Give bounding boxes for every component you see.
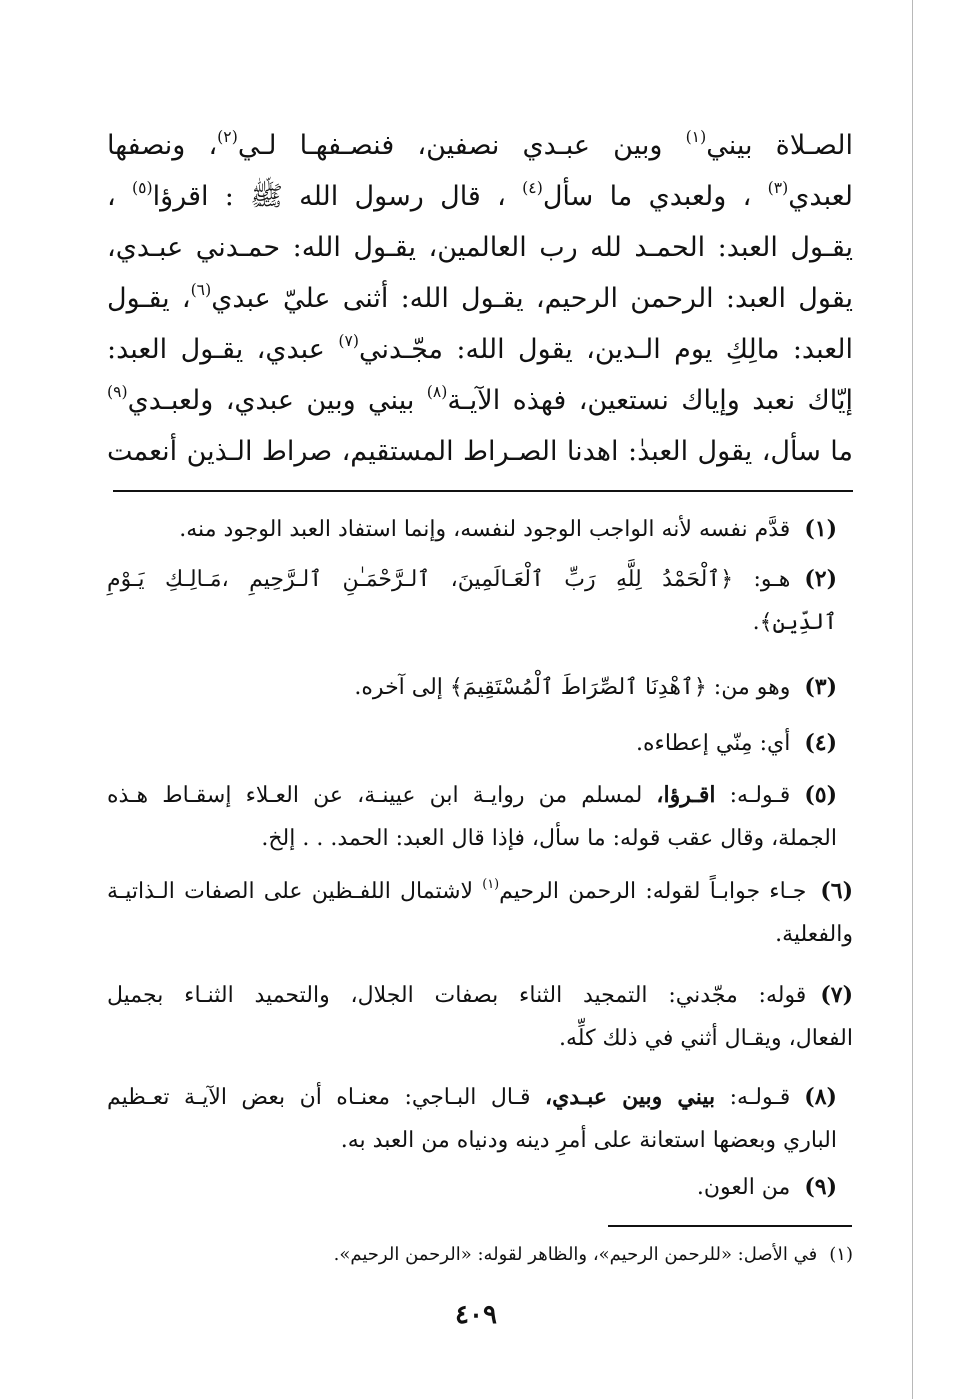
footnote-2	[107, 558, 837, 644]
subnote-separator	[608, 1225, 852, 1227]
footnote-text: قـولـه:	[715, 1085, 791, 1110]
footnote-7	[107, 974, 853, 1060]
text-run: العبد: مالِكِ يوم الـدين، يقول الله: مجّـدني	[358, 334, 854, 365]
footnote-number: (٢)	[804, 566, 837, 592]
footnote-number: (٨)	[804, 1084, 837, 1110]
main-line-3	[107, 222, 853, 273]
text-run: ، ونصفها	[107, 130, 218, 161]
footnote-text: أي: مِنّي إعطاءه.	[635, 731, 791, 756]
footnote-number: (٧)	[820, 982, 853, 1008]
page-edge-rule	[912, 0, 913, 1399]
text-run: إيّاك نعبد وإياك نستعين، فهذه الآيـة	[447, 385, 853, 416]
text-run: ، يقـول	[107, 283, 191, 314]
page-number: ٤٠٩	[455, 1300, 497, 1330]
footnote-line: الجملة، وقال عقب قوله: ما سأل، فإذا قال العبد: الحمد. . . إلخ.	[261, 826, 837, 851]
footnote-4	[636, 722, 837, 765]
footnote-ref[interactable]: (٩)	[107, 381, 128, 401]
footnote-ref[interactable]: (٢)	[217, 126, 238, 146]
editor-subnote	[334, 1240, 853, 1270]
text-run: ، قال رسول الله ﷺ : اقرؤا	[152, 181, 523, 212]
footnote-1	[179, 508, 837, 551]
text-run: يقـول العبد: الحمـد لله رب العالمين، يقـول الله: حمـدني عبـدي،	[107, 232, 853, 263]
footnote-line: ٱلدِّينِ﴾.	[752, 610, 837, 635]
footnote-keyword: بيني وبين عبـدي،	[544, 1084, 716, 1110]
footnote-line: والفعلية.	[775, 922, 853, 947]
footnote-ref[interactable]: (٣)	[767, 177, 789, 197]
text-run: لعبدي	[788, 181, 853, 212]
text-run: وبين عبـدي نصفين، فنصـفهـا لـي	[237, 130, 686, 161]
footnote-number: (٩)	[804, 1174, 837, 1200]
footnote-ref[interactable]: (٥)	[132, 177, 153, 197]
footnote-line	[107, 774, 837, 817]
footnote-6	[107, 870, 853, 956]
main-line-4	[107, 273, 853, 324]
footnote-line	[107, 870, 853, 913]
main-text	[107, 120, 853, 477]
footnote-ref[interactable]: (٤)	[522, 177, 543, 197]
text-run: الصـلاة بيني	[706, 130, 853, 161]
footnote-text: من العون.	[696, 1175, 791, 1200]
footnote-keyword: اقـرؤا،	[656, 782, 716, 808]
main-line-5	[107, 324, 853, 375]
footnote-ref[interactable]: (٨)	[426, 381, 448, 401]
footnote-text: لاشتمال اللفـظين على الصفات الـذاتيـة	[107, 879, 483, 904]
footnote-9	[697, 1166, 837, 1209]
text-run: ،	[107, 181, 133, 212]
footnote-line	[107, 558, 837, 601]
footnote-number: (١)	[804, 516, 837, 542]
text-run: ، ولعبدي ما سأل	[542, 181, 768, 212]
footnote-3	[354, 666, 837, 709]
footnote-text: هـو: ﴿ٱلْحَمْدُ لِلَّهِ رَبِّ ٱلْعَـالَمِينَ، ٱلـرَّحْمَـٰنِ ٱلـرَّحِيمِ ،مَـالِـكِ يَـوْمِ	[107, 567, 791, 592]
footnote-ref[interactable]: (٧)	[338, 330, 359, 350]
footnote-5	[107, 774, 837, 860]
footnote-ref[interactable]: (١)	[482, 876, 500, 892]
text-run: عبدي، يقـول العبد:	[107, 334, 339, 365]
subnote-text: في الأصل: «للرحمن الرحيم»، والظاهر لقوله: «الرحمن الرحيم».	[333, 1244, 818, 1265]
text-run: بيني وبين عبدي، ولعبـدي	[127, 385, 427, 416]
footnote-8	[107, 1076, 837, 1162]
footnote-text: وهو من: ﴿ٱهْدِنَا ٱلصِّرَاطَ ٱلْمُسْتَقِيمَ﴾ إلى آخره.	[354, 675, 791, 700]
main-line-6	[107, 375, 853, 426]
footnote-text: قدَّم نفسه لأنه الواجب الوجود لنفسه، وإنما استفاد العبد الوجود منه.	[179, 517, 791, 542]
footnote-text: قـولـه:	[715, 783, 791, 808]
text-run: ما سأل، يقول العبدٰ: اهدنا الصـراط المستقيم، صراط الـذين أنعمت	[107, 436, 853, 467]
footnote-text: قوله: مجّدني: التمجيد الثناء بصفات الجلال، والتحميد الثنـاء بجميل	[107, 983, 807, 1008]
footnote-number: (٤)	[804, 730, 837, 756]
footnote-line	[107, 1076, 837, 1119]
footnote-number: (٣)	[804, 674, 837, 700]
main-line-1	[107, 120, 853, 171]
footnote-text: لمسلم من روايـة ابن عيينـة، عن العـلاء إسقـاط هـذه	[107, 783, 657, 808]
subnote-number: (١)	[829, 1244, 853, 1265]
footnote-line	[107, 974, 853, 1017]
main-line-7	[107, 426, 853, 477]
footnote-number: (٥)	[804, 782, 837, 808]
footnote-line: الفعال، ويقـال أثني في ذلك كلِّه.	[559, 1026, 853, 1051]
footnote-text: قـال البـاجي: معنـاه أن بعض الآيـة تعـظيم	[107, 1085, 545, 1110]
footnote-ref[interactable]: (٦)	[190, 279, 212, 299]
footnote-line: الباري وبعضها استعانة على أمرِ دينه ودنياه من العبد به.	[340, 1128, 837, 1153]
footnote-separator	[113, 490, 853, 492]
footnote-ref[interactable]: (١)	[685, 126, 707, 146]
main-line-2	[107, 171, 853, 222]
text-run: يقول العبد: الرحمن الرحيم، يقـول الله: أثنى عليّ عبدي	[211, 283, 853, 314]
footnote-number: (٦)	[820, 878, 854, 904]
footnote-text: جـاء جوابـاً لقوله: الرحمن الرحيم	[499, 879, 807, 904]
